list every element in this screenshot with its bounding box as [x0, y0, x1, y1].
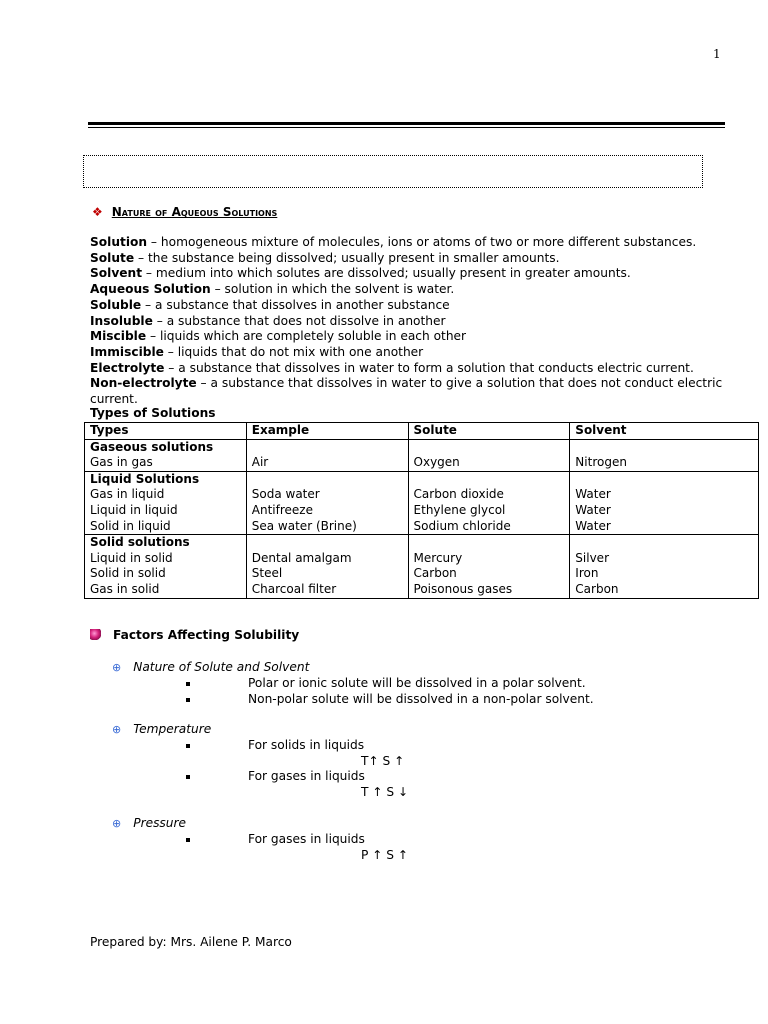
factor-nature: ⊕ Nature of Solute and Solvent: [112, 660, 310, 674]
definition: Solution – homogeneous mixture of molecules, ions or atoms of two or more different substances.: [90, 235, 697, 249]
list-item: For gases in liquids: [248, 832, 365, 846]
definition-term: Electrolyte: [90, 360, 165, 375]
definition: Electrolyte – a substance that dissolves in water to form a solution that conducts electric current.: [90, 360, 694, 375]
types-table: [84, 422, 759, 599]
table-row: Gaseous solutions Gas in gas Air Oxygen Nitrogen: [85, 439, 759, 471]
definition-term: Aqueous Solution: [90, 282, 211, 297]
factor-temperature: ⊕ Temperature: [112, 722, 212, 736]
flower-bullet-icon: [90, 629, 101, 640]
definitions-list: [90, 235, 768, 408]
table-row: Liquid Solutions Gas in liquid Liquid in liquid Solid in liquid Soda water Antifreeze Sea water (Brine) Carbon dioxide Ethylene glycol Sodium chloride Water Water Water: [85, 471, 759, 534]
header-rule: [88, 122, 725, 128]
table-header: Example: [246, 423, 408, 440]
crosshair-bullet-icon: ⊕: [112, 817, 122, 830]
square-bullet-icon: [186, 744, 190, 748]
definition-term: Immiscible: [90, 344, 164, 359]
definition: Solute – the substance being dissolved; usually present in smaller amounts.: [90, 250, 560, 265]
square-bullet-icon: [186, 775, 190, 779]
dotted-title-box: [83, 155, 703, 188]
table-title: Types of Solutions: [90, 406, 216, 420]
definition-term: Miscible: [90, 329, 147, 344]
definition-term: Solute: [90, 250, 135, 265]
relation-text: T ↑ S ↓: [361, 785, 409, 799]
prepared-by: Prepared by: Mrs. Ailene P. Marco: [90, 935, 292, 949]
list-item: Non-polar solute will be dissolved in a non-polar solvent.: [248, 692, 594, 706]
table-header: Solvent: [570, 423, 759, 440]
list-item: For solids in liquids: [248, 738, 365, 752]
definition: Insoluble – a substance that does not dissolve in another: [90, 313, 446, 328]
definition: Solvent – medium into which solutes are dissolved; usually present in greater amounts.: [90, 266, 631, 281]
square-bullet-icon: [186, 838, 190, 842]
list-item: For gases in liquids: [248, 769, 365, 783]
definition-term: Solution: [90, 235, 148, 249]
group-label: Liquid Solutions: [90, 471, 200, 486]
definition: Aqueous Solution – solution in which the solvent is water.: [90, 282, 455, 297]
group-label: Solid solutions: [90, 535, 190, 550]
crosshair-bullet-icon: ⊕: [112, 723, 122, 736]
definition: Non-electrolyte – a substance that dissolves in water to give a solution that does not conduct electric current.: [90, 376, 723, 407]
table-header-row: [85, 423, 759, 440]
definition-term: Insoluble: [90, 313, 153, 328]
table-header: Solute: [408, 423, 570, 440]
diamond-bullet-icon: ❖: [92, 205, 103, 219]
factors-heading: [90, 628, 299, 642]
definition-term: Solvent: [90, 266, 143, 281]
group-label: Gaseous solutions: [90, 439, 214, 454]
relation-text: P ↑ S ↑: [361, 848, 409, 862]
table-row: Solid solutions Liquid in solid Solid in solid Gas in solid Dental amalgam Steel Charcoal filter Mercury Carbon Poisonous gases Silver Iron Carbon: [85, 535, 759, 598]
square-bullet-icon: [186, 682, 190, 686]
square-bullet-icon: [186, 698, 190, 702]
definition-term: Non-electrolyte: [90, 376, 197, 391]
list-item: Polar or ionic solute will be dissolved in a polar solvent.: [248, 676, 586, 690]
section-title: Nature of Aqueous Solutions: [111, 205, 278, 219]
factor-pressure: ⊕ Pressure: [112, 816, 187, 830]
page-number: 1: [713, 47, 721, 61]
definition: Miscible – liquids which are completely soluble in each other: [90, 329, 467, 344]
definition: Soluble – a substance that dissolves in another substance: [90, 297, 450, 312]
crosshair-bullet-icon: ⊕: [112, 661, 122, 674]
table-header: Types: [85, 423, 247, 440]
definition-term: Soluble: [90, 297, 142, 312]
factors-title: Factors Affecting Solubility: [113, 628, 300, 642]
definition: Immiscible – liquids that do not mix with one another: [90, 344, 424, 359]
relation-text: T↑ S ↑: [361, 754, 405, 768]
section-heading: [92, 205, 277, 219]
